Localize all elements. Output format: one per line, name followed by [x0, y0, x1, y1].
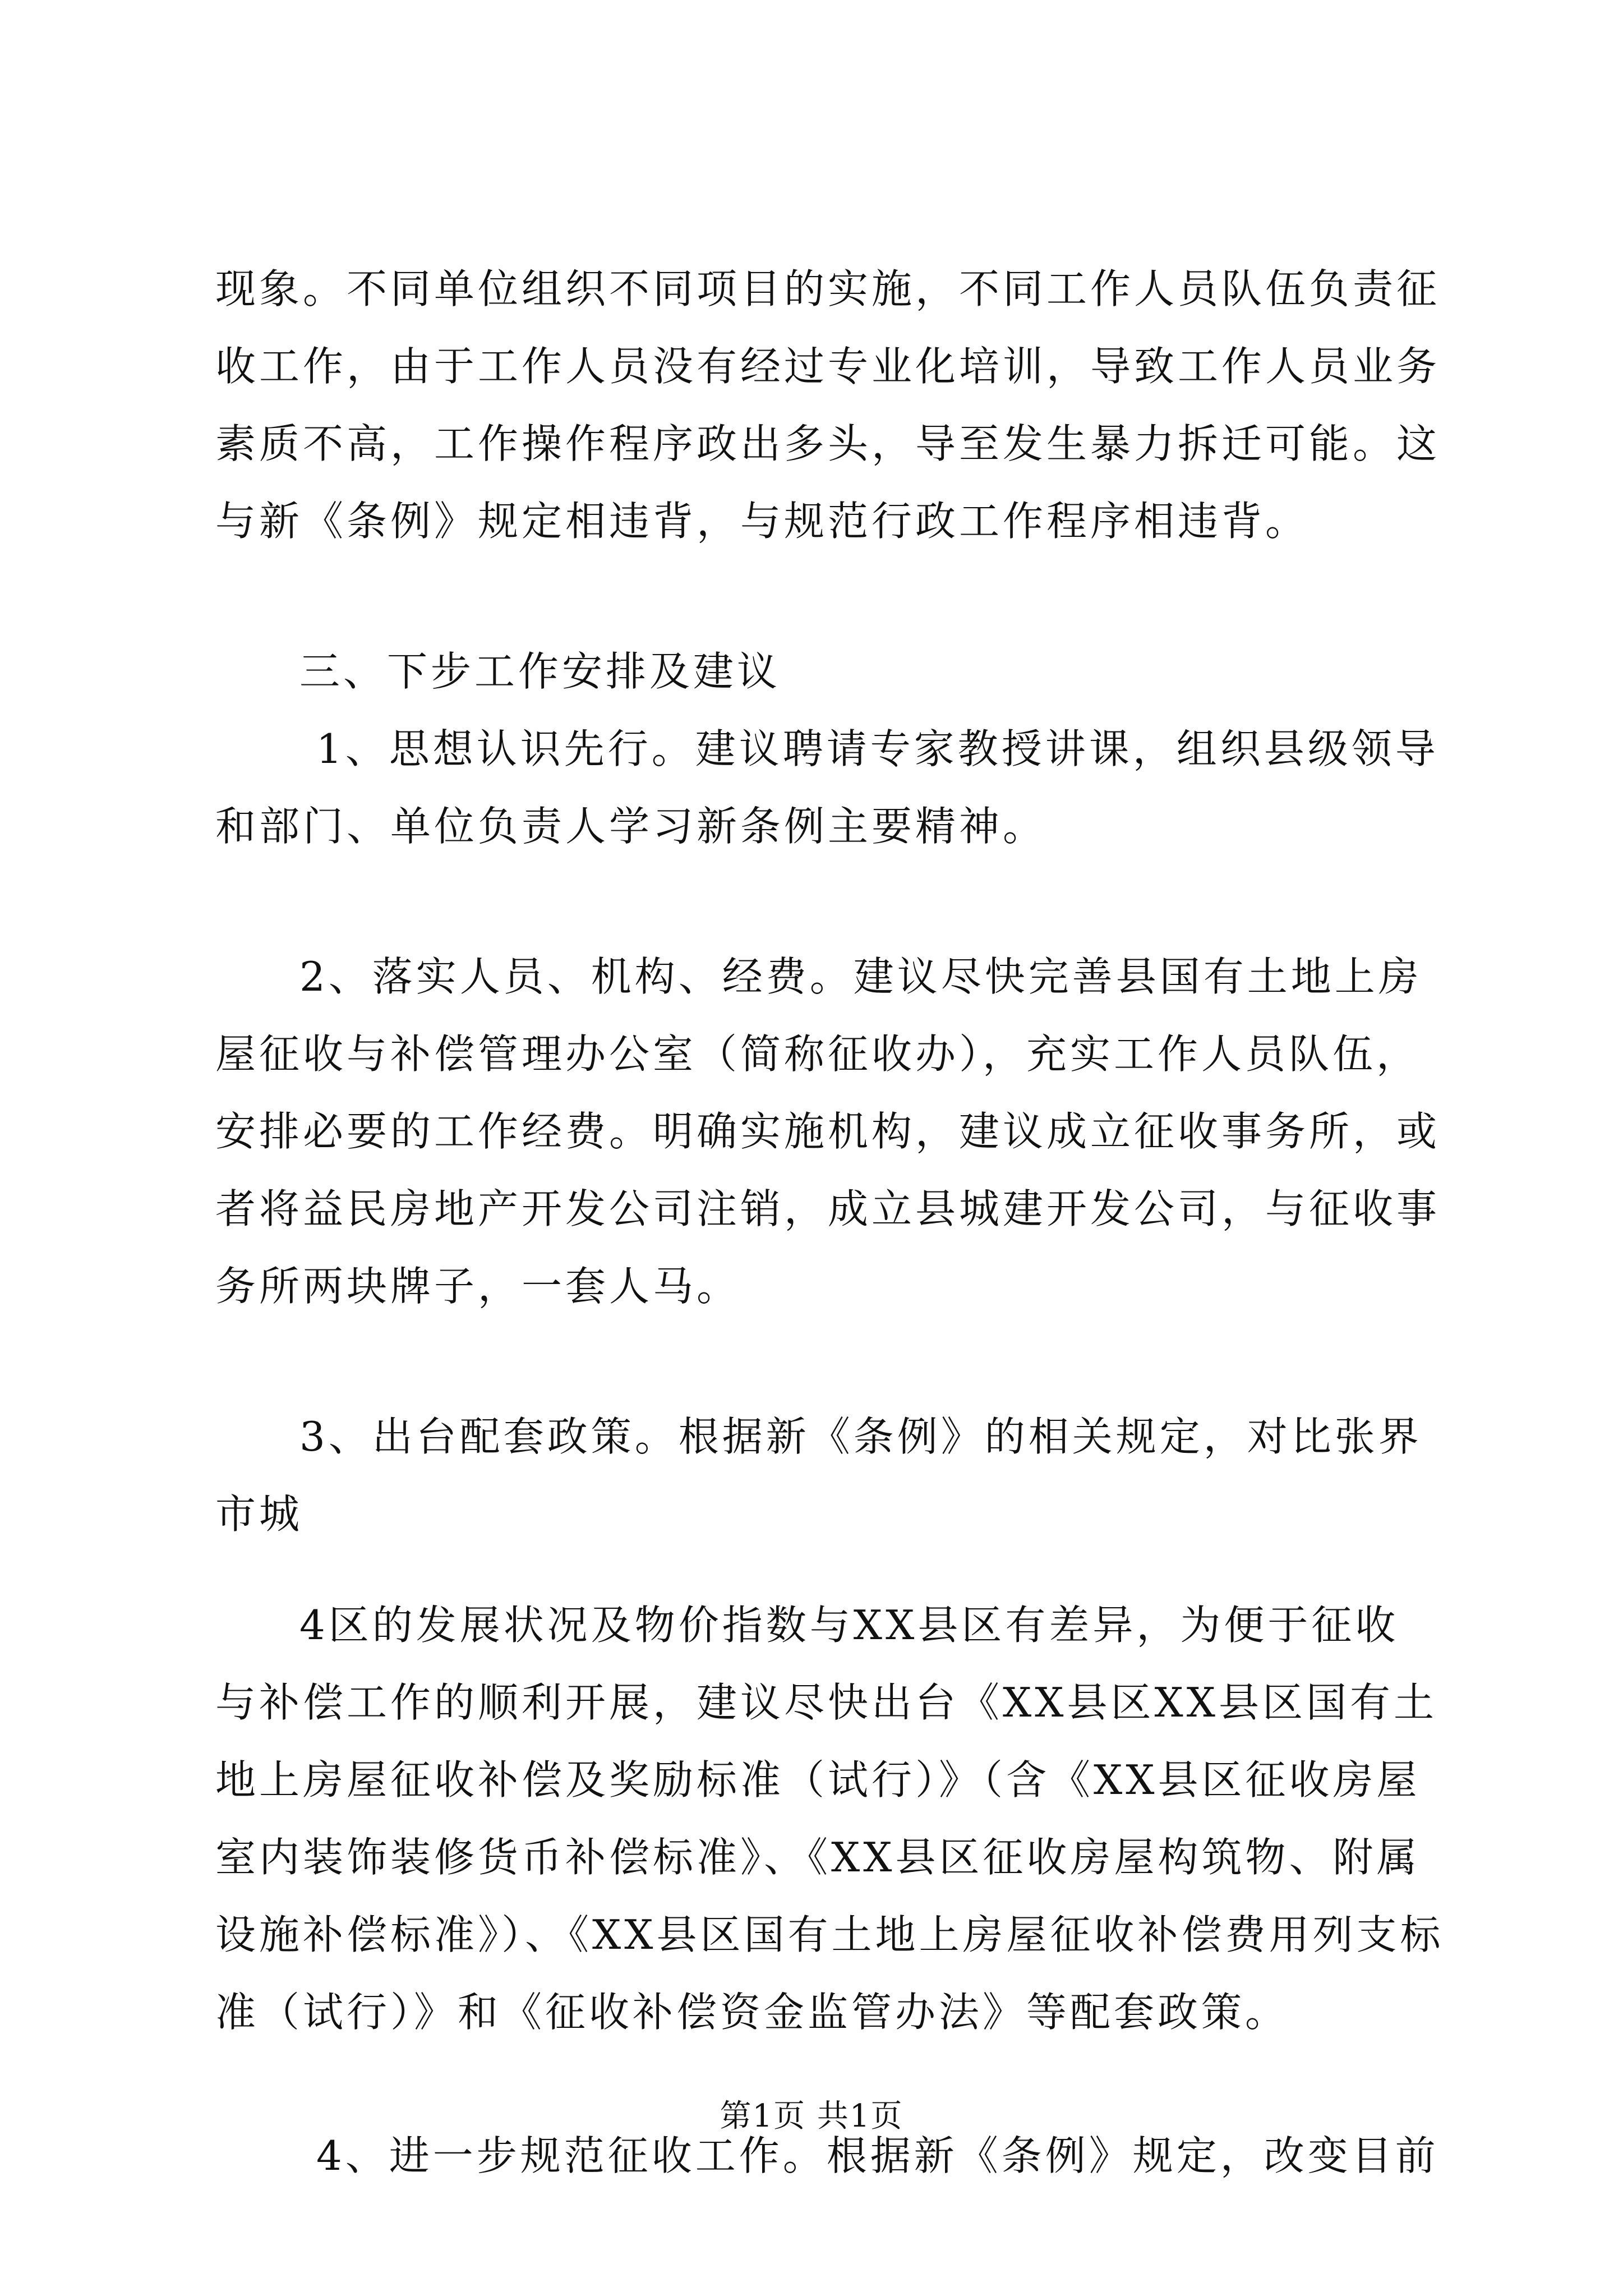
page-footer: 第1页 共1页 — [720, 2098, 903, 2134]
text-line-9: 屋征收与补偿管理办公室（简称征收办），充实工作人员队伍， — [215, 1030, 1421, 1078]
text-line-15: 4区的发展状况及物价指数与XX县区有差异，为便于征收 — [299, 1602, 1399, 1649]
text-line-21: 4、进一步规范征收工作。根据新《条例》规定，改变目前 — [316, 2132, 1439, 2179]
text-line-6: 1、思想认识先行。建议聘请专家教授讲课，组织县级领导 — [316, 725, 1439, 772]
text-line-2: 收工作，由于工作人员没有经过专业化培训，导致工作人员业务 — [215, 343, 1441, 390]
text-line-3: 素质不高，工作操作程序政出多头，导至发生暴力拆迁可能。这 — [215, 420, 1441, 467]
text-line-16: 与补偿工作的顺利开展，建议尽快出台《XX县区XX县区国有土 — [215, 1679, 1438, 1726]
text-line-11: 者将益民房地产开发公司注销，成立县城建开发公司，与征收事 — [215, 1185, 1441, 1232]
text-line-8: 2、落实人员、机构、经费。建议尽快完善县国有土地上房 — [299, 953, 1422, 1000]
text-line-7: 和部门、单位负责人学习新条例主要精神。 — [215, 803, 1047, 850]
text-line-1: 现象。不同单位组织不同项目的实施，不同工作人员队伍负责征 — [215, 265, 1441, 312]
text-line-10: 安排必要的工作经费。明确实施机构，建议成立征收事务所，或 — [215, 1108, 1441, 1155]
section-heading: 三、下步工作安排及建议 — [299, 648, 781, 695]
text-line-18: 室内装饰装修货币补偿标准》、《XX县区征收房屋构筑物、附属 — [215, 1834, 1421, 1881]
text-line-20: 准（试行）》和《征收补偿资金监管办法》等配套政策。 — [215, 1989, 1289, 2036]
text-line-14: 市城 — [215, 1490, 303, 1538]
text-line-17: 地上房屋征收补偿及奖励标准（试行）》（含《XX县区征收房屋 — [215, 1756, 1421, 1803]
text-line-12: 务所两块牌子，一套人马。 — [215, 1263, 741, 1310]
text-line-4: 与新《条例》规定相违背，与规范行政工作程序相违背。 — [215, 498, 1310, 545]
text-line-13: 3、出台配套政策。根据新《条例》的相关规定，对比张界 — [299, 1413, 1422, 1460]
text-line-19: 设施补偿标准》）、《XX县区国有土地上房屋征收补偿费用列支标 — [215, 1911, 1444, 1958]
